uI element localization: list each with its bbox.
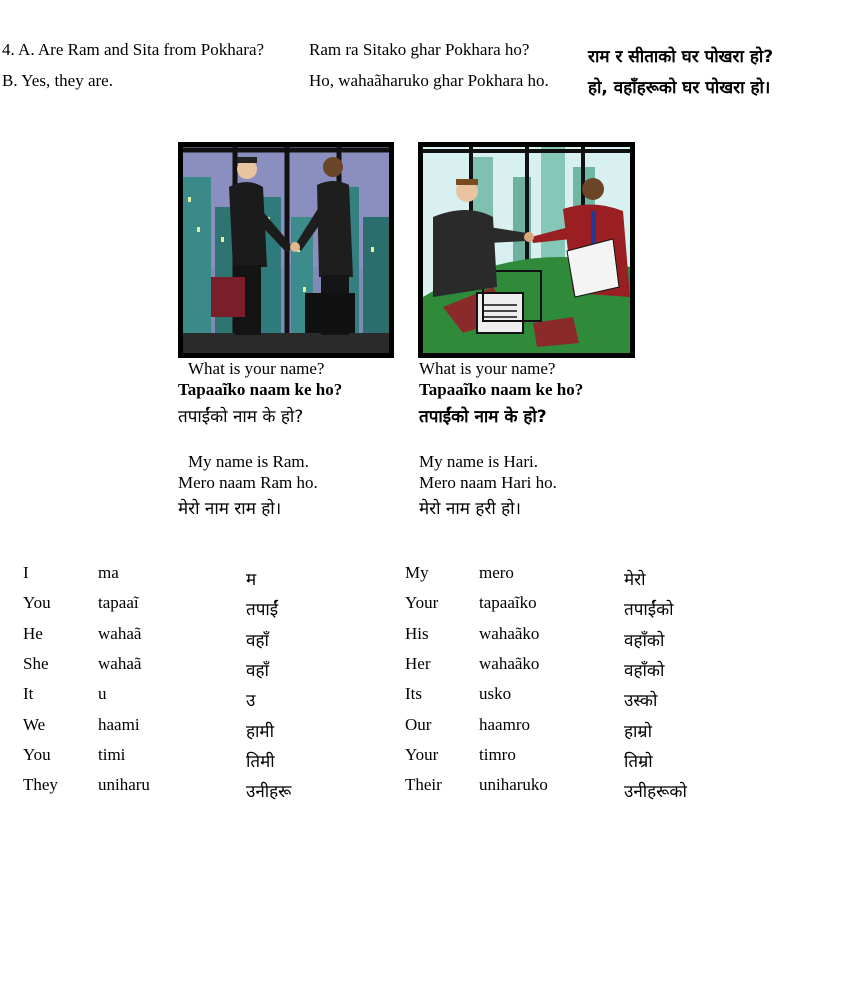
panel2-answer-roman: Mero naam Hari ho. [419,473,557,492]
possessive-devanagari: वहाँको [624,630,665,651]
pronoun-devanagari: उनीहरू [246,782,292,803]
panel2-answer-english: My name is Hari. [419,452,538,471]
panel2-question-english: What is your name? [419,359,556,378]
table-row [0,684,846,714]
pronoun-english: You [23,593,51,613]
table-row [0,715,846,745]
possessive-devanagari: मेरो [624,570,646,590]
panel2-question-devanagari: तपाईंको नाम के हो? [419,407,547,427]
panel1-question-roman: Tapaaĩko naam ke ho? [178,380,343,399]
possessive-roman: mero [479,563,514,582]
panel1-answer-english: My name is Ram. [188,452,309,471]
pronoun-english: It [23,684,34,704]
handshake-desk-image [423,147,630,353]
possessive-devanagari: तिम्रो [624,751,653,772]
table-row [0,775,846,805]
possessive-english: Its [405,684,422,704]
possessive-roman: wahaãko [479,653,540,673]
panel2-question-roman: Tapaaĩko naam ke ho? [419,380,584,399]
pronoun-devanagari: वहाँ [246,630,269,651]
table-row [0,624,846,654]
possessive-english: Their [405,775,442,795]
possessive-english: Our [405,714,432,734]
pronoun-roman: timi [98,744,126,764]
exercise-b-english: B. Yes, they are. [2,71,113,90]
pronoun-english: You [23,744,51,764]
panel1-question-devanagari: तपाईंको नाम के हो? [178,407,304,427]
pronoun-english: We [23,714,46,734]
possessive-english: Your [405,593,439,613]
pronoun-roman: wahaã [98,653,142,673]
panel1-question-english: What is your name? [188,359,325,378]
pronoun-roman: ma [98,563,119,582]
possessive-english: His [405,623,429,643]
pronoun-english: He [23,623,43,643]
possessive-roman: timro [479,744,516,764]
possessive-roman: usko [479,684,512,704]
possessive-devanagari: वहाँको [624,660,665,681]
possessive-devanagari: हाम्रो [624,721,652,742]
possessive-devanagari: उस्को [624,691,658,712]
pronoun-english: She [23,653,49,673]
panel1-answer-roman: Mero naam Ram ho. [178,473,318,492]
pronoun-english: I [23,563,29,582]
possessive-english: My [405,563,429,582]
pronoun-roman: u [98,684,107,704]
panel2-answer-devanagari: मेरो नाम हरी हो। [419,499,521,519]
possessive-roman: tapaaĩko [479,593,537,613]
pronoun-roman: wahaã [98,623,142,643]
pronoun-devanagari: वहाँ [246,660,269,681]
table-row [0,745,846,775]
table-row [0,654,846,684]
pronoun-english: They [23,775,58,795]
handshake-window-image [183,147,389,353]
pronoun-devanagari: तिमी [246,751,275,772]
possessive-devanagari: उनीहरूको [624,782,687,803]
pronoun-roman: haami [98,714,140,734]
possessive-devanagari: तपाईंको [624,600,674,621]
pronoun-devanagari: हामी [246,721,274,742]
pronoun-devanagari: तपाईं [246,600,279,621]
pronoun-roman: uniharu [98,775,150,795]
possessive-roman: wahaãko [479,623,540,643]
possessive-english: Your [405,744,439,764]
exercise-a-english: 4. A. Are Ram and Sita from Pokhara? [2,40,265,59]
exercise-b-devanagari: हो, वहाँहरूको घर पोखरा हो। [588,78,771,98]
possessive-roman: haamro [479,714,530,734]
handshake-illustration-2 [418,142,635,358]
pronoun-table [0,563,846,813]
pronoun-devanagari: उ [246,691,256,712]
possessive-english: Her [405,653,431,673]
exercise-a-devanagari: राम र सीताको घर पोखरा हो? [588,47,774,67]
pronoun-devanagari: म [246,570,257,590]
exercise-b-roman: Ho, wahaãharuko ghar Pokhara ho. [309,71,549,90]
exercise-a-roman: Ram ra Sitako ghar Pokhara ho? [309,40,530,59]
pronoun-roman: tapaaĩ [98,593,139,613]
table-row [0,593,846,623]
table-row [0,563,846,593]
possessive-roman: uniharuko [479,775,548,795]
panel1-answer-devanagari: मेरो नाम राम हो। [178,499,282,519]
handshake-illustration-1 [178,142,394,358]
